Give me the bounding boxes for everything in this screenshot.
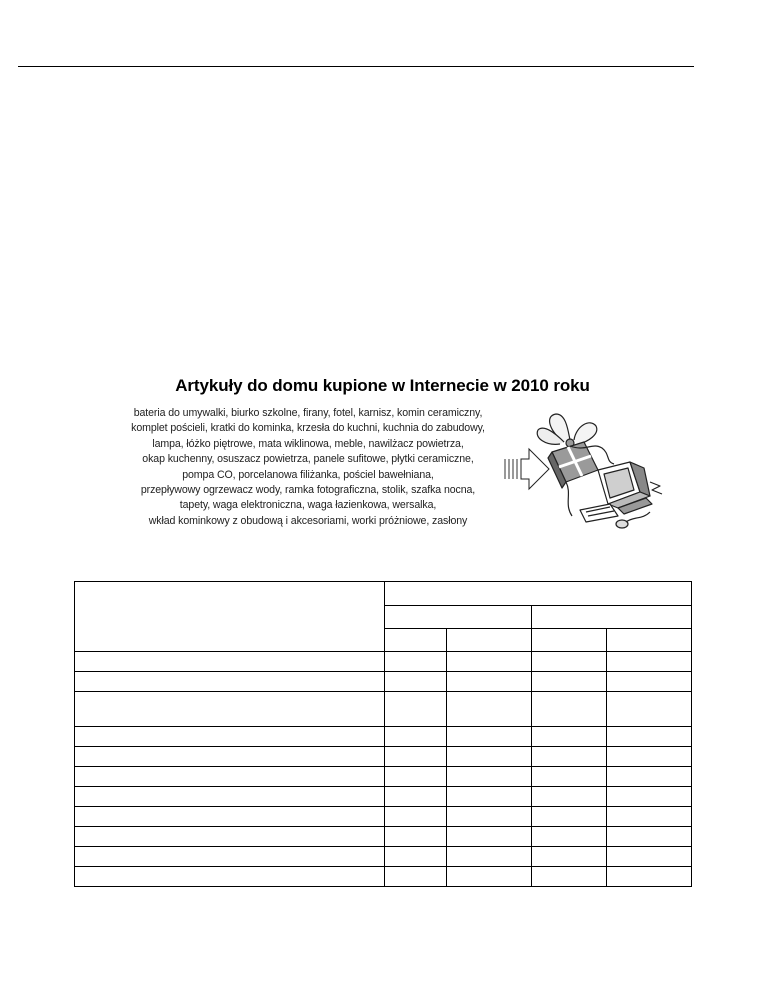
table-cell	[607, 807, 692, 827]
table-cell	[385, 692, 447, 727]
table-row	[75, 787, 692, 807]
table-header-cell	[385, 629, 447, 652]
table-cell	[607, 672, 692, 692]
table-row	[75, 652, 692, 672]
table-cell	[532, 867, 607, 887]
table-cell	[385, 847, 447, 867]
table-cell	[75, 727, 385, 747]
table-cell	[532, 827, 607, 847]
table-cell	[607, 727, 692, 747]
table-cell	[607, 867, 692, 887]
items-line: lampa, łóżko piętrowe, mata wiklinowa, meble, nawilżacz powietrza,	[152, 437, 464, 450]
table-cell	[75, 847, 385, 867]
table-header-corner	[75, 582, 385, 652]
table-cell	[447, 767, 532, 787]
table-cell	[447, 867, 532, 887]
table-cell	[607, 787, 692, 807]
table-cell	[75, 747, 385, 767]
table-row	[75, 807, 692, 827]
items-line: okap kuchenny, osuszacz powietrza, panele sufitowe, płytki ceramiczne,	[142, 453, 474, 466]
table-cell	[447, 747, 532, 767]
table-cell	[75, 652, 385, 672]
items-line: bateria do umywalki, biurko szkolne, firany, fotel, karnisz, komin ceramiczny,	[133, 407, 483, 419]
table-cell	[607, 747, 692, 767]
table-cell	[75, 827, 385, 847]
table-cell	[607, 847, 692, 867]
table-row	[75, 867, 692, 887]
table-cell	[385, 767, 447, 787]
table-cell	[532, 807, 607, 827]
gift-computer-icon	[526, 412, 666, 530]
table-header-cell	[532, 629, 607, 652]
table-cell	[385, 867, 447, 887]
table-cell	[385, 747, 447, 767]
table-cell	[532, 727, 607, 747]
items-line: przepływowy ogrzewacz wody, ramka fotograficzna, stolik, szafka nocna,	[140, 484, 476, 497]
table-row	[75, 672, 692, 692]
table-cell	[447, 727, 532, 747]
table-cell	[607, 767, 692, 787]
figure-title: Artykuły do domu kupione w Internecie w 2010 roku	[175, 376, 590, 395]
table-cell	[75, 787, 385, 807]
table-cell	[532, 652, 607, 672]
table-cell	[385, 807, 447, 827]
table-cell	[447, 652, 532, 672]
table-cell	[447, 787, 532, 807]
items-line: komplet pościeli, kratki do kominka, krzesła do kuchni, kuchnia do zabudowy,	[131, 422, 485, 435]
table-header-subgroup	[385, 606, 532, 629]
table-cell	[447, 672, 532, 692]
items-list	[110, 406, 506, 529]
table-cell	[532, 692, 607, 727]
header-rule	[18, 66, 694, 67]
table-cell	[75, 767, 385, 787]
table-header-cell	[607, 629, 692, 652]
table-cell	[75, 692, 385, 727]
table-cell	[385, 727, 447, 747]
table-cell	[607, 692, 692, 727]
table-cell	[447, 807, 532, 827]
table-row	[75, 827, 692, 847]
data-table	[74, 581, 692, 887]
table-row	[75, 767, 692, 787]
items-line: pompa CO, porcelanowa filiżanka, pościel bawełniana,	[182, 468, 434, 481]
table-header-group	[385, 582, 692, 606]
table-cell	[447, 847, 532, 867]
table-cell	[607, 827, 692, 847]
table-cell	[75, 672, 385, 692]
table-header-cell	[447, 629, 532, 652]
table-cell	[75, 867, 385, 887]
table-cell	[385, 827, 447, 847]
items-line: wkład kominkowy z obudową i akcesoriami, worki próżniowe, zasłony	[148, 514, 468, 527]
table-cell	[532, 747, 607, 767]
items-line: tapety, waga elektroniczna, waga łazienkowa, wersalka,	[179, 499, 437, 512]
table-cell	[607, 652, 692, 672]
table-cell	[447, 827, 532, 847]
table-cell	[75, 807, 385, 827]
table-cell	[532, 787, 607, 807]
table-cell	[447, 692, 532, 727]
table-row	[75, 847, 692, 867]
table-cell	[532, 847, 607, 867]
table-row	[75, 747, 692, 767]
table-cell	[385, 652, 447, 672]
table-row	[75, 692, 692, 727]
table-cell	[385, 787, 447, 807]
table-cell	[532, 767, 607, 787]
table-header-subgroup	[532, 606, 692, 629]
table-row	[75, 727, 692, 747]
table-cell	[385, 672, 447, 692]
table-cell	[532, 672, 607, 692]
